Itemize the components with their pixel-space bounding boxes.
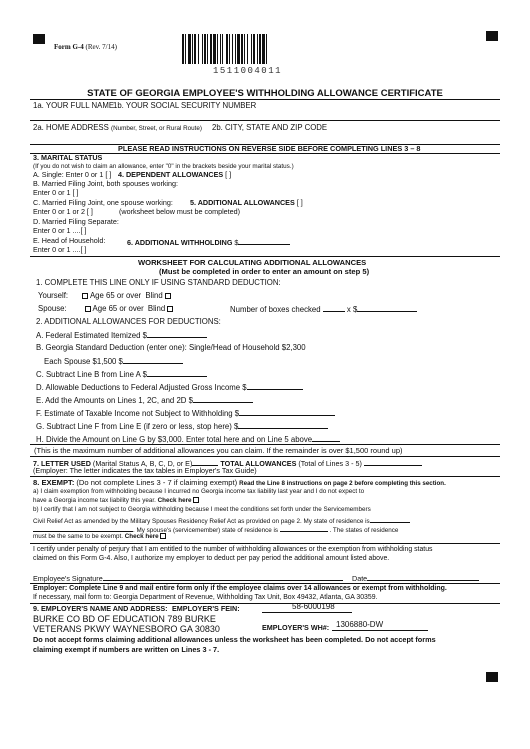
worksheet-2e[interactable]: E. Add the Amounts on Lines 1, 2C, and 2D $ — [36, 395, 253, 405]
form-title: STATE OF GEORGIA EMPLOYEE'S WITHHOLDING ALLOWANCE CERTIFICATE — [87, 88, 443, 99]
employer-line9: 9. EMPLOYER'S NAME AND ADDRESS: — [33, 604, 168, 613]
employer-wh[interactable]: 1306880-DW — [332, 620, 428, 631]
spouse-age-checkbox[interactable] — [85, 306, 91, 312]
line7-employer-note: (Employer: The letter indicates the tax tables in Employer's Tax Guide) — [33, 466, 257, 475]
city-state-zip-field[interactable]: 2b. CITY, STATE AND ZIP CODE — [212, 123, 328, 132]
line8-a1: a) I claim exemption from withholding because I incurred no Georgia income tax liability last year and I do not expect to — [33, 488, 365, 495]
worksheet-subtitle: (Must be completed in order to enter an amount on step 5) — [159, 267, 370, 276]
marital-a[interactable]: A. Single: Enter 0 or 1 [ ] — [33, 170, 112, 179]
spouse-blind-checkbox[interactable] — [167, 306, 173, 312]
full-name-field[interactable]: 1a. YOUR FULL NAME — [33, 101, 115, 110]
ssn-field[interactable]: 1b. YOUR SOCIAL SECURITY NUMBER — [113, 101, 257, 110]
dependent-allowances[interactable]: 4. DEPENDENT ALLOWANCES [ ] — [118, 170, 232, 179]
instructions-banner: PLEASE READ INSTRUCTIONS ON REVERSE SIDE BEFORE COMPLETING LINES 3 – 8 — [118, 144, 421, 153]
line8-b4[interactable]: must be the same to be exempt. Check here — [33, 533, 166, 541]
line8-b2[interactable]: Civil Relief Act as amended by the Military Spouses Residency Relief Act as provided on page 2. My state of residence is — [33, 515, 410, 526]
form-id: Form G-4 (Rev. 7/14) — [54, 43, 117, 51]
marital-e-enter[interactable]: Enter 0 or 1 ....[ ] — [33, 245, 87, 254]
boxes-checked[interactable]: Number of boxes checked x $ — [230, 304, 417, 314]
line8-a2[interactable]: have a Georgia income tax liability this year. Check here — [33, 497, 199, 505]
signature-date[interactable]: Date — [352, 573, 479, 584]
worksheet-max-note: (This is the maximum number of additional allowances you can claim. If the remainder is over $1,500 round up) — [34, 446, 403, 455]
worksheet-2a[interactable]: A. Federal Estimated Itemized $ — [36, 330, 207, 340]
employer-name-line2[interactable]: VETERANS PKWY WAYNESBORO GA 30830 — [33, 624, 220, 634]
employer-mail-note: If necessary, mail form to: Georgia Department of Revenue, Withholding Tax Unit, Box 49432, Atlanta, GA 30359. — [33, 594, 378, 601]
marital-status-heading: 3. MARITAL STATUS — [33, 153, 103, 162]
additional-withholding[interactable]: 6. ADDITIONAL WITHHOLDING $ — [127, 237, 290, 248]
marital-d-enter[interactable]: Enter 0 or 1 ....[ ] — [33, 226, 87, 235]
exempt-a-checkbox[interactable] — [193, 497, 199, 503]
yourself-age-checkbox[interactable] — [82, 293, 88, 299]
worksheet-2c[interactable]: C. Subtract Line B from Line A $ — [36, 369, 207, 379]
home-address-field[interactable]: 2a. HOME ADDRESS (Number, Street, or Rural Route) — [33, 123, 202, 132]
barcode-number: 1511004011 — [213, 66, 283, 76]
certify-text-1: I certify under penalty of perjury that I am entitled to the number of withholding allowances or the exemption from withholding status — [33, 546, 433, 553]
certify-text-2: claimed on this Form G-4. Also, I authorize my employer to deduct per pay period the additional amount listed above. — [33, 555, 390, 562]
worksheet-2d[interactable]: D. Allowable Deductions to Federal Adjusted Gross Income $ — [36, 382, 303, 392]
yourself-blind-checkbox[interactable] — [165, 293, 171, 299]
registration-mark-bottom-right — [486, 672, 498, 682]
barcode-bar — [267, 34, 269, 64]
employer-name-line1[interactable]: BURKE CO BD OF EDUCATION 789 BURKE — [33, 614, 216, 624]
worksheet-title: WORKSHEET FOR CALCULATING ADDITIONAL ALLOWANCES — [138, 258, 367, 267]
spouse-row: Spouse: Age 65 or over Blind — [38, 304, 173, 313]
employer-fein[interactable]: 58-6000198 — [262, 602, 352, 613]
additional-allowances[interactable]: 5. ADDITIONAL ALLOWANCES [ ] — [190, 198, 303, 207]
worksheet-2h[interactable]: H. Divide the Amount on Line G by $3,000. Enter total here and on Line 5 above — [36, 434, 340, 444]
employer-complete-note: Employer: Complete Line 9 and mail entire form only if the employee claims over 14 allowances or exempt from withholding. — [33, 585, 447, 592]
worksheet-2f[interactable]: F. Estimate of Taxable Income not Subject to Withholding $ — [36, 408, 335, 418]
worksheet-2b: B. Georgia Standard Deduction (enter one): Single/Head of Household $2,300 — [36, 343, 306, 352]
footer-note-1: Do not accept forms claiming additional allowances unless the worksheet has been completed. Do not accept forms — [33, 635, 436, 644]
employee-signature[interactable]: Employee's Signature — [33, 573, 343, 584]
registration-mark-top-left — [33, 34, 45, 44]
employer-fein-label: EMPLOYER'S FEIN: — [172, 604, 240, 613]
line8-b1: b) I certify that I am not subject to Georgia withholding because I meet the conditions set forth under the Servicemembers — [33, 506, 371, 513]
yourself-row: Yourself: Age 65 or over Blind — [38, 291, 171, 300]
line8-b3[interactable]: . My spouse's (servicemember) state of residence is . The states of residence — [33, 524, 398, 535]
exempt-b-checkbox[interactable] — [160, 533, 166, 539]
marital-b-enter[interactable]: Enter 0 or 1 [ ] — [33, 188, 79, 197]
employer-wh-label: EMPLOYER'S WH#: — [262, 623, 330, 632]
line7-letter-used[interactable]: 7. LETTER USED (Marital Status A, B, C, D, or E) TOTAL ALLOWANCES (Total of Lines 3 - 5) — [33, 458, 422, 469]
marital-d: D. Married Filing Separate: — [33, 217, 119, 226]
barcode — [182, 34, 340, 64]
worksheet-line2: 2. ADDITIONAL ALLOWANCES FOR DEDUCTIONS: — [36, 317, 221, 326]
worksheet-note: (worksheet below must be completed) — [119, 207, 241, 216]
worksheet-line1: 1. COMPLETE THIS LINE ONLY IF USING STANDARD DEDUCTION: — [36, 278, 281, 287]
marital-b: B. Married Filing Joint, both spouses working: — [33, 179, 179, 188]
marital-c-enter[interactable]: Enter 0 or 1 or 2 [ ] — [33, 207, 93, 216]
marital-e: E. Head of Household: — [33, 236, 106, 245]
marital-c: C. Married Filing Joint, one spouse working: — [33, 198, 173, 207]
line8-exempt: 8. EXEMPT: (Do not complete Lines 3 - 7 if claiming exempt) Read the Line 8 instructions on page 2 before completing this section. — [33, 478, 446, 487]
registration-mark-top-right — [486, 31, 498, 41]
marital-status-note: (If you do not wish to claim an allowance, enter "0" in the brackets beside your marital status.) — [33, 163, 294, 170]
footer-note-2: claiming exempt if numbers are written on Lines 3 - 7. — [33, 645, 220, 654]
worksheet-2g[interactable]: G. Subtract Line F from Line E (if zero or less, stop here) $ — [36, 421, 328, 431]
worksheet-each-spouse[interactable]: Each Spouse $1,500 $ — [44, 356, 183, 366]
